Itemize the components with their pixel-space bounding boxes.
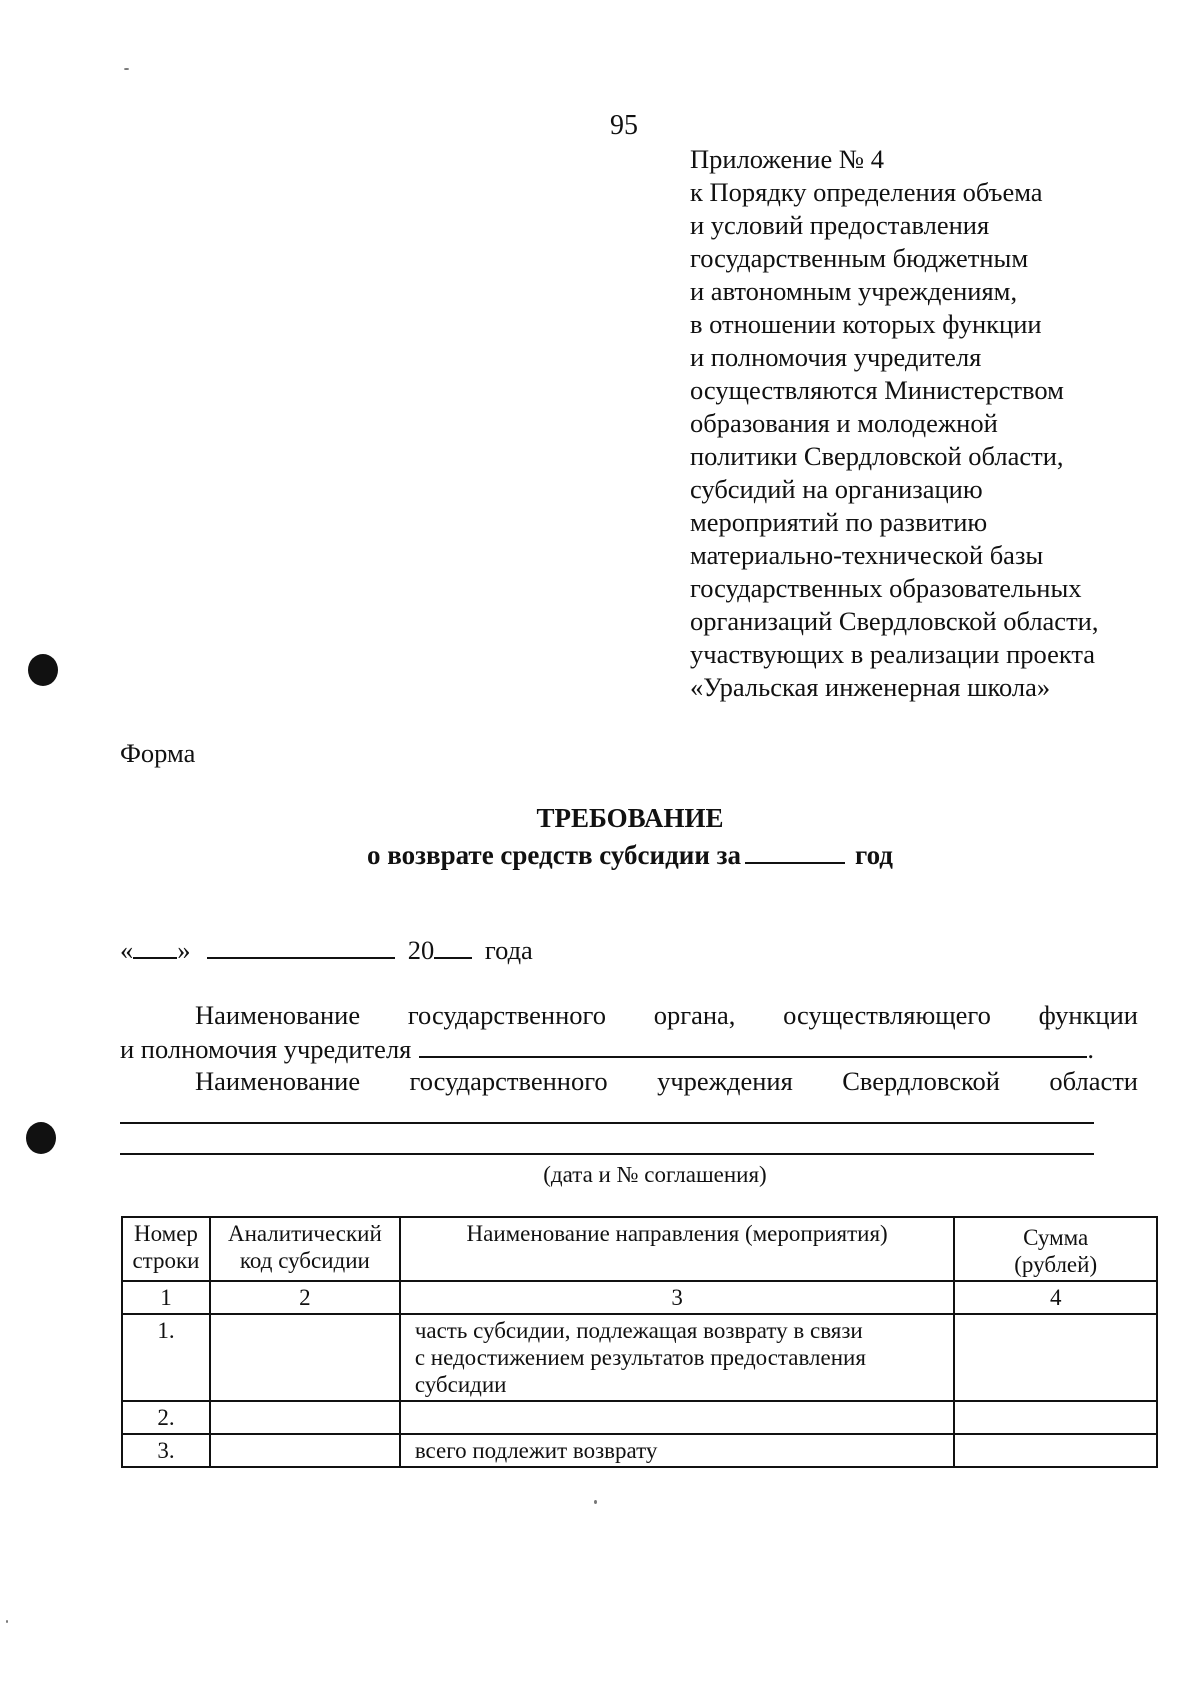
direction-cell [400,1314,955,1401]
header-sum [954,1217,1157,1281]
appendix-line: в отношении которых функции [690,309,1042,339]
column-number: 2 [210,1281,400,1314]
document-title: ТРЕБОВАНИЕ [536,803,724,833]
organ-word: осуществляющего [783,1000,991,1030]
appendix-line: осуществляются Министерством [690,375,1064,405]
table-row [122,1401,1157,1434]
appendix-line: «Уральская инженерная школа» [690,672,1051,702]
year-blank-field[interactable] [745,838,845,864]
institution-name-field[interactable] [120,1122,1094,1124]
header-code [210,1217,400,1281]
institution-word: области [1049,1066,1138,1096]
appendix-note [690,143,1160,704]
subtitle-text: о возврате средств субсидии за [367,840,741,870]
appendix-line: участвующих в реализации проекта [690,639,1096,669]
month-blank-field[interactable] [207,933,395,959]
scan-speck [6,1620,8,1623]
organ-line-continued [120,1032,1094,1065]
scan-speck [124,68,129,70]
form-label: Форма [120,738,196,768]
organ-word: функции [1038,1000,1138,1030]
organ-continuation: и полномочия учредителя [120,1034,412,1064]
header-row-number [122,1217,210,1281]
row-number: 3. [122,1434,210,1467]
appendix-line: и полномочия учредителя [690,342,982,372]
row-number: 2. [122,1401,210,1434]
year-suffix: года [484,935,533,965]
direction-line: часть субсидии, подлежащая возврату в связи [414,1318,863,1343]
direction-line: субсидии [414,1372,507,1397]
header-text: строки [132,1248,200,1273]
header-text: Номер [134,1221,198,1246]
organ-word: Наименование [195,1000,361,1030]
direction-cell[interactable] [400,1401,955,1434]
organ-word: государственного [407,1000,606,1030]
appendix-line: государственных образовательных [690,573,1082,603]
institution-word: Наименование [195,1066,361,1096]
year-prefix: 20 [407,935,435,965]
sum-cell[interactable] [954,1401,1157,1434]
close-quote: » [177,935,191,965]
date-line [120,933,533,966]
direction-line: с недостижением результатов предоставления [414,1345,866,1370]
header-text: код субсидии [239,1248,370,1273]
row-number: 1. [122,1314,210,1401]
appendix-line: и автономным учреждениям, [690,276,1018,306]
punch-hole-icon [28,654,58,686]
table-row [122,1434,1157,1467]
agreement-field[interactable] [120,1153,1094,1155]
appendix-line: субсидий на организацию [690,474,983,504]
sum-cell[interactable] [954,1314,1157,1401]
appendix-line: государственным бюджетным [690,243,1029,273]
institution-line [195,1066,1138,1097]
code-cell[interactable] [210,1314,400,1401]
direction-cell: всего подлежит возврату [400,1434,955,1467]
code-cell[interactable] [210,1434,400,1467]
appendix-line: Приложение № 4 [690,144,885,174]
punch-hole-icon [26,1122,56,1154]
document-subtitle [0,838,1200,871]
organ-word: органа, [653,1000,736,1030]
appendix-line: и условий предоставления [690,210,990,240]
table-row [122,1314,1157,1401]
subtitle-year-word: год [854,840,893,870]
header-text: (рублей) [1014,1252,1098,1277]
year-blank-field[interactable] [434,933,472,959]
institution-word: учреждения [657,1066,793,1096]
appendix-line: мероприятий по развитию [690,507,988,537]
appendix-line: политики Свердловской области, [690,441,1064,471]
sum-cell[interactable] [954,1434,1157,1467]
organ-line [195,1000,1138,1031]
appendix-line: образования и молодежной [690,408,998,438]
institution-word: Свердловской [842,1066,1000,1096]
organ-name-field[interactable] [419,1032,1087,1058]
column-number-row [122,1281,1157,1314]
header-text: Аналитический [227,1221,382,1246]
appendix-line: организаций Свердловской области, [690,606,1099,636]
header-text: Сумма [1023,1225,1089,1250]
appendix-line: к Порядку определения объема [690,177,1043,207]
header-direction: Наименование направления (мероприятия) [400,1217,955,1281]
appendix-line: материально-технической базы [690,540,1044,570]
page-number: 95 [610,110,638,141]
column-number: 4 [954,1281,1157,1314]
code-cell[interactable] [210,1401,400,1434]
open-quote: « [120,935,134,965]
table-header-row [122,1217,1157,1281]
column-number: 1 [122,1281,210,1314]
period: . [1087,1034,1094,1064]
day-blank-field[interactable] [133,933,177,959]
institution-word: государственного [409,1066,608,1096]
column-number: 3 [400,1281,955,1314]
refund-table [121,1216,1158,1468]
agreement-caption: (дата и № соглашения) [543,1162,767,1187]
scan-speck [594,1500,597,1504]
